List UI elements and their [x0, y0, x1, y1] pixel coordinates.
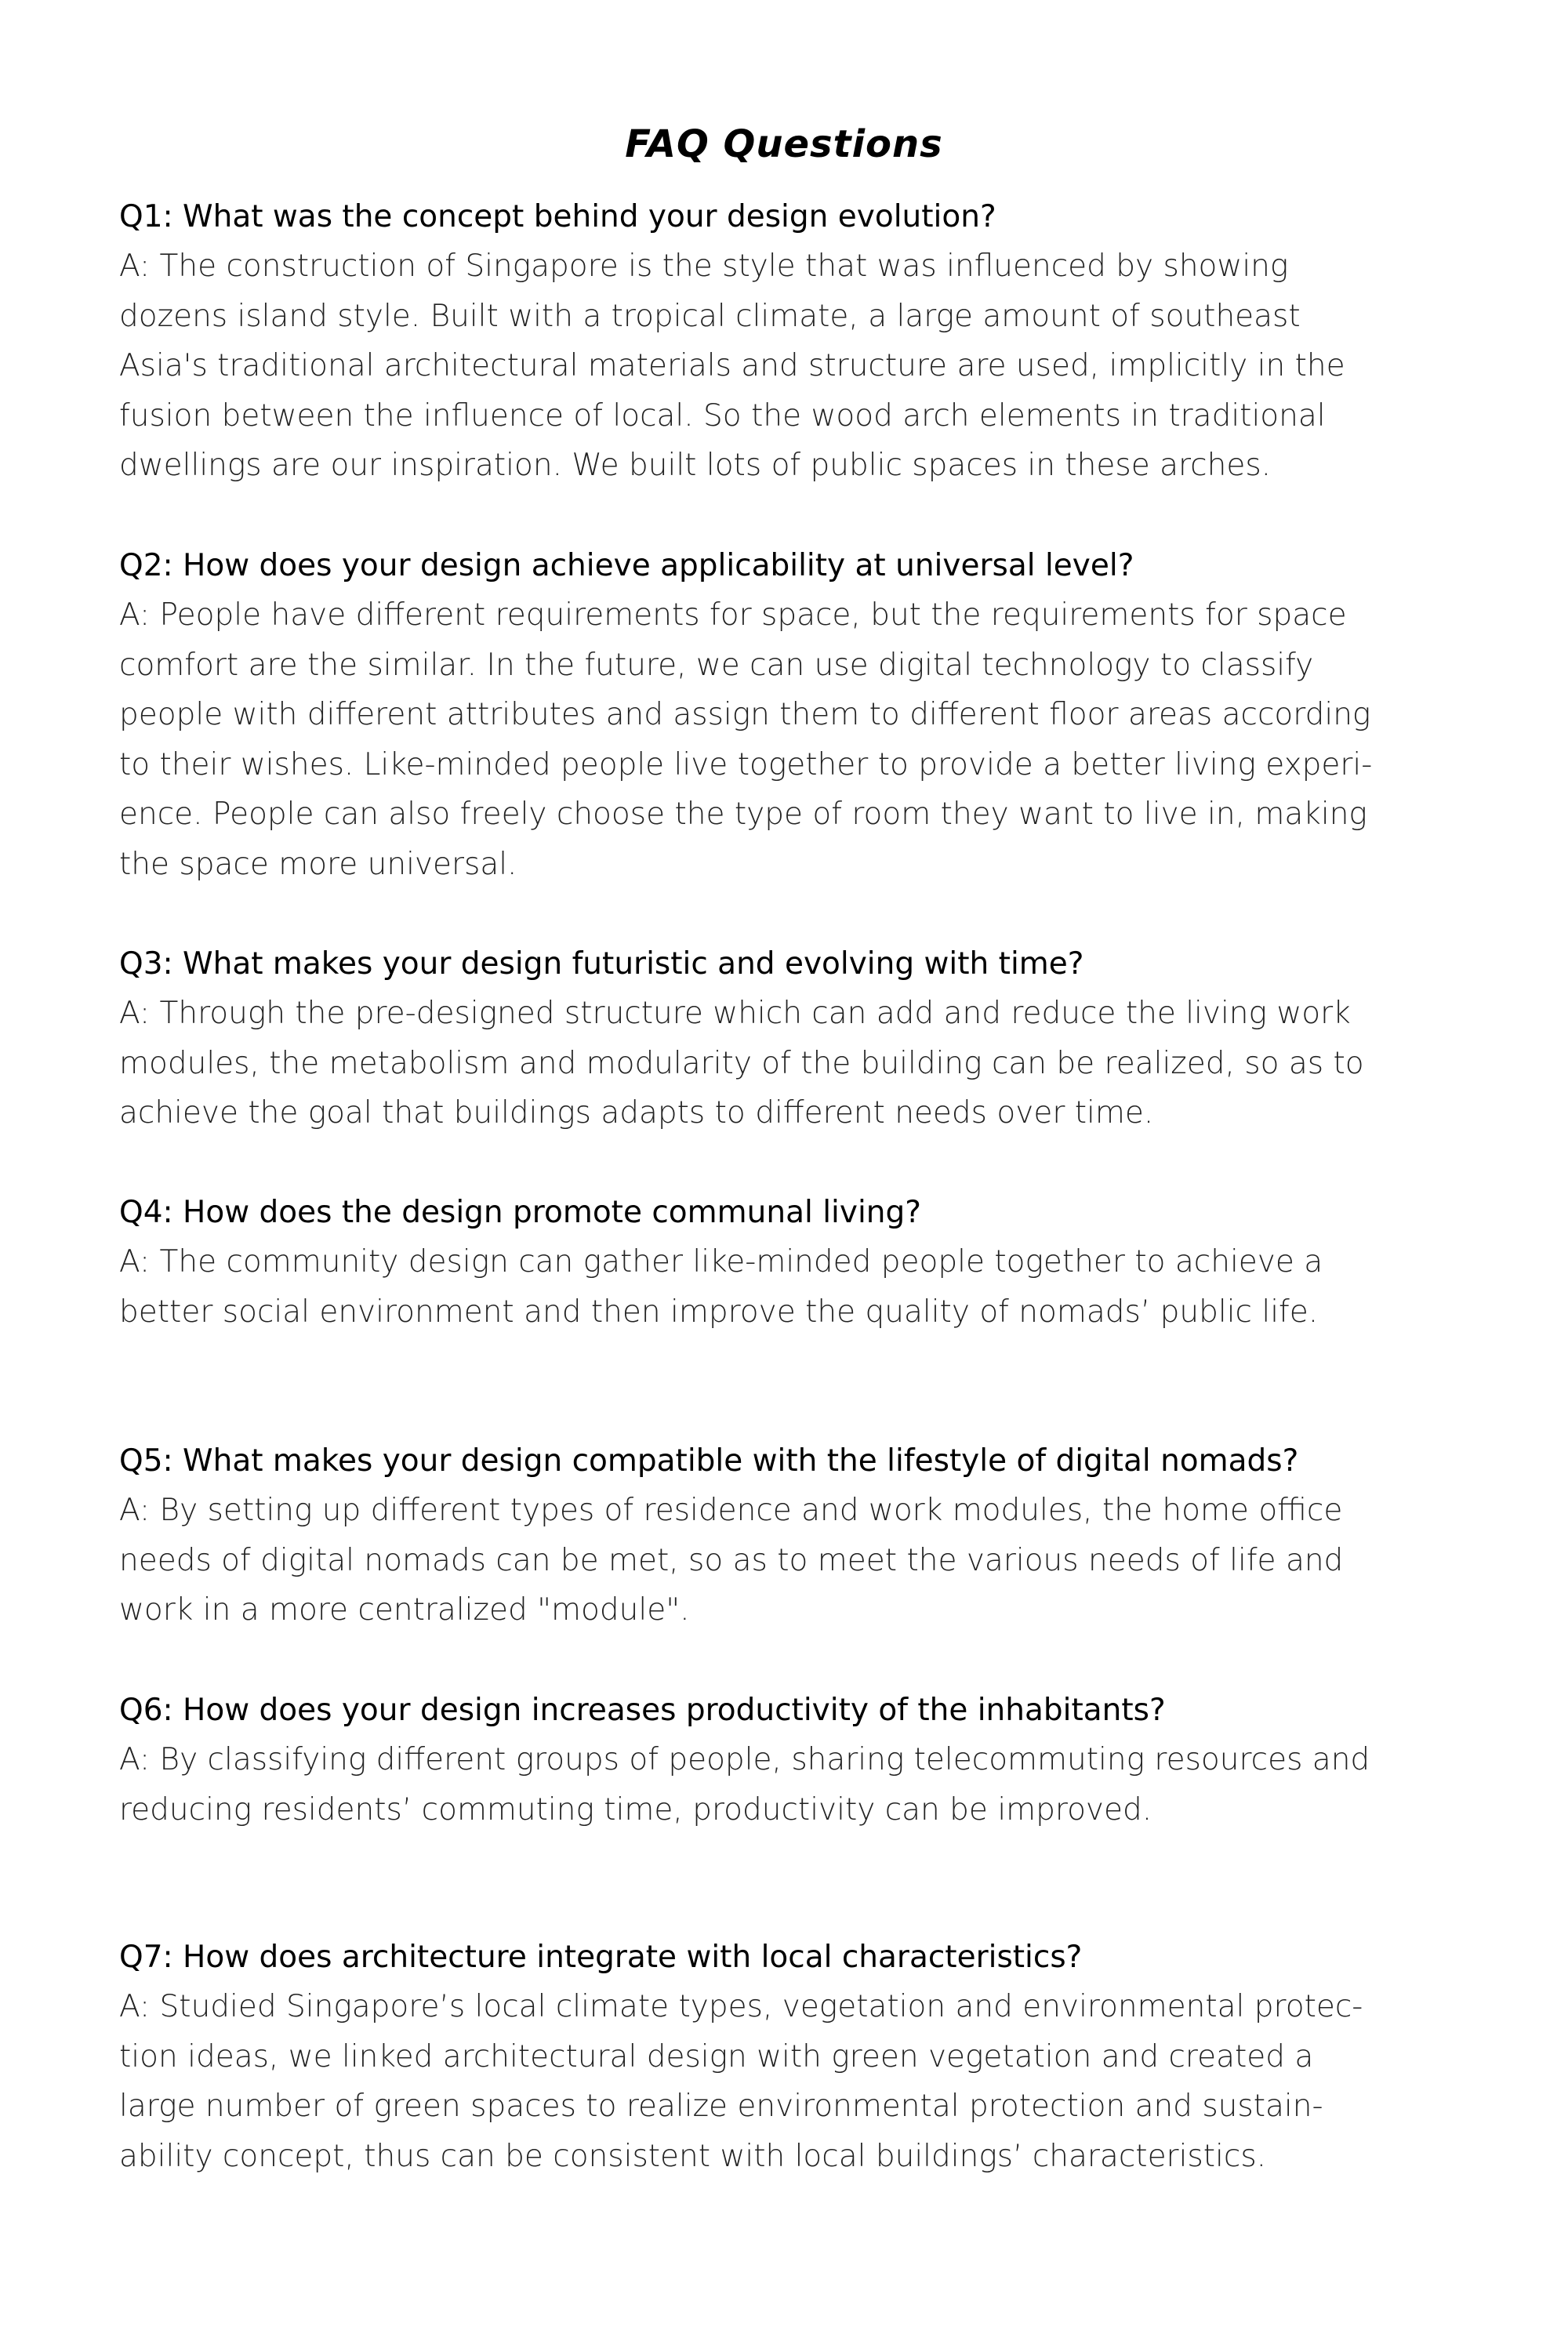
faq-item-5	[119, 1436, 1483, 1635]
faq-answer-line: A: By classifying different groups of people, sharing telecommuting resources and	[119, 1742, 1370, 1777]
faq-answer-line: to their wishes. Like-minded people live together to provide a better living experi-	[119, 746, 1373, 782]
faq-item-2	[119, 541, 1483, 889]
faq-answer-line: A: Through the pre-designed structure which can add and reduce the living work	[119, 996, 1351, 1031]
faq-answer-line: dozens island style. Built with a tropical climate, a large amount of southeast	[119, 298, 1301, 334]
faq-item-6	[119, 1686, 1483, 1835]
faq-item-4	[119, 1188, 1483, 1337]
faq-answer-line: ence. People can also freely choose the type of room they want to live in, making	[119, 797, 1367, 832]
faq-answer-line: large number of green spaces to realize environmental protection and sustain-	[119, 2089, 1323, 2124]
faq-answer-line: dwellings are our inspiration. We built lots of public spaces in these arches.	[119, 448, 1272, 483]
faq-answer-line: better social environment and then improve the quality of nomads’ public life.	[119, 1294, 1319, 1330]
page-title: FAQ Questions	[625, 122, 943, 166]
faq-item-3	[119, 939, 1483, 1138]
faq-answer-line: comfort are the similar. In the future, we can use digital technology to classify	[119, 647, 1314, 683]
faq-question: Q3: What makes your design futuristic and evolving with time?	[119, 946, 1084, 982]
faq-item-1	[119, 192, 1483, 491]
faq-question: Q2: How does your design achieve applicability at universal level?	[119, 548, 1134, 583]
faq-answer-line: modules, the metabolism and modularity of the building can be realized, so as to	[119, 1045, 1364, 1081]
faq-answer-line: achieve the goal that buildings adapts to different needs over time.	[119, 1095, 1154, 1131]
faq-answer-line: A: The construction of Singapore is the style that was influenced by showing	[119, 249, 1289, 284]
faq-answer-line: needs of digital nomads can be met, so as to meet the various needs of life and	[119, 1542, 1344, 1578]
faq-answer-line: A: The community design can gather like-minded people together to achieve a	[119, 1244, 1323, 1279]
faq-question: Q4: How does the design promote communal living?	[119, 1195, 921, 1230]
faq-answer-line: A: By setting up different types of residence and work modules, the home office	[119, 1493, 1343, 1528]
faq-answer-line: Asia's traditional architectural materials and structure are used, implicitly in the	[119, 348, 1345, 383]
faq-question: Q6: How does your design increases productivity of the inhabitants?	[119, 1693, 1166, 1728]
faq-item-7	[119, 1933, 1483, 2181]
faq-question: Q5: What makes your design compatible with the lifestyle of digital nomads?	[119, 1443, 1299, 1479]
faq-answer-line: work in a more centralized "module".	[119, 1592, 690, 1628]
faq-answer-line: tion ideas, we linked architectural design with green vegetation and created a	[119, 2038, 1314, 2074]
faq-question: Q1: What was the concept behind your design evolution?	[119, 199, 996, 234]
faq-answer-line: reducing residents’ commuting time, productivity can be improved.	[119, 1791, 1152, 1828]
faq-answer-line: the space more universal.	[119, 846, 517, 882]
faq-answer-line: people with different attributes and assign them to different floor areas according	[119, 697, 1371, 732]
faq-answer-line: fusion between the influence of local. So the wood arch elements in traditional	[119, 397, 1326, 434]
faq-answer-line: A: Studied Singapore’s local climate types, vegetation and environmental protec-	[119, 1989, 1363, 2024]
faq-answer-line: ability concept, thus can be consistent with local buildings’ characteristics.	[119, 2138, 1267, 2174]
faq-question: Q7: How does architecture integrate with local characteristics?	[119, 1940, 1083, 1975]
faq-answer-line: A: People have different requirements for space, but the requirements for space	[119, 597, 1347, 633]
